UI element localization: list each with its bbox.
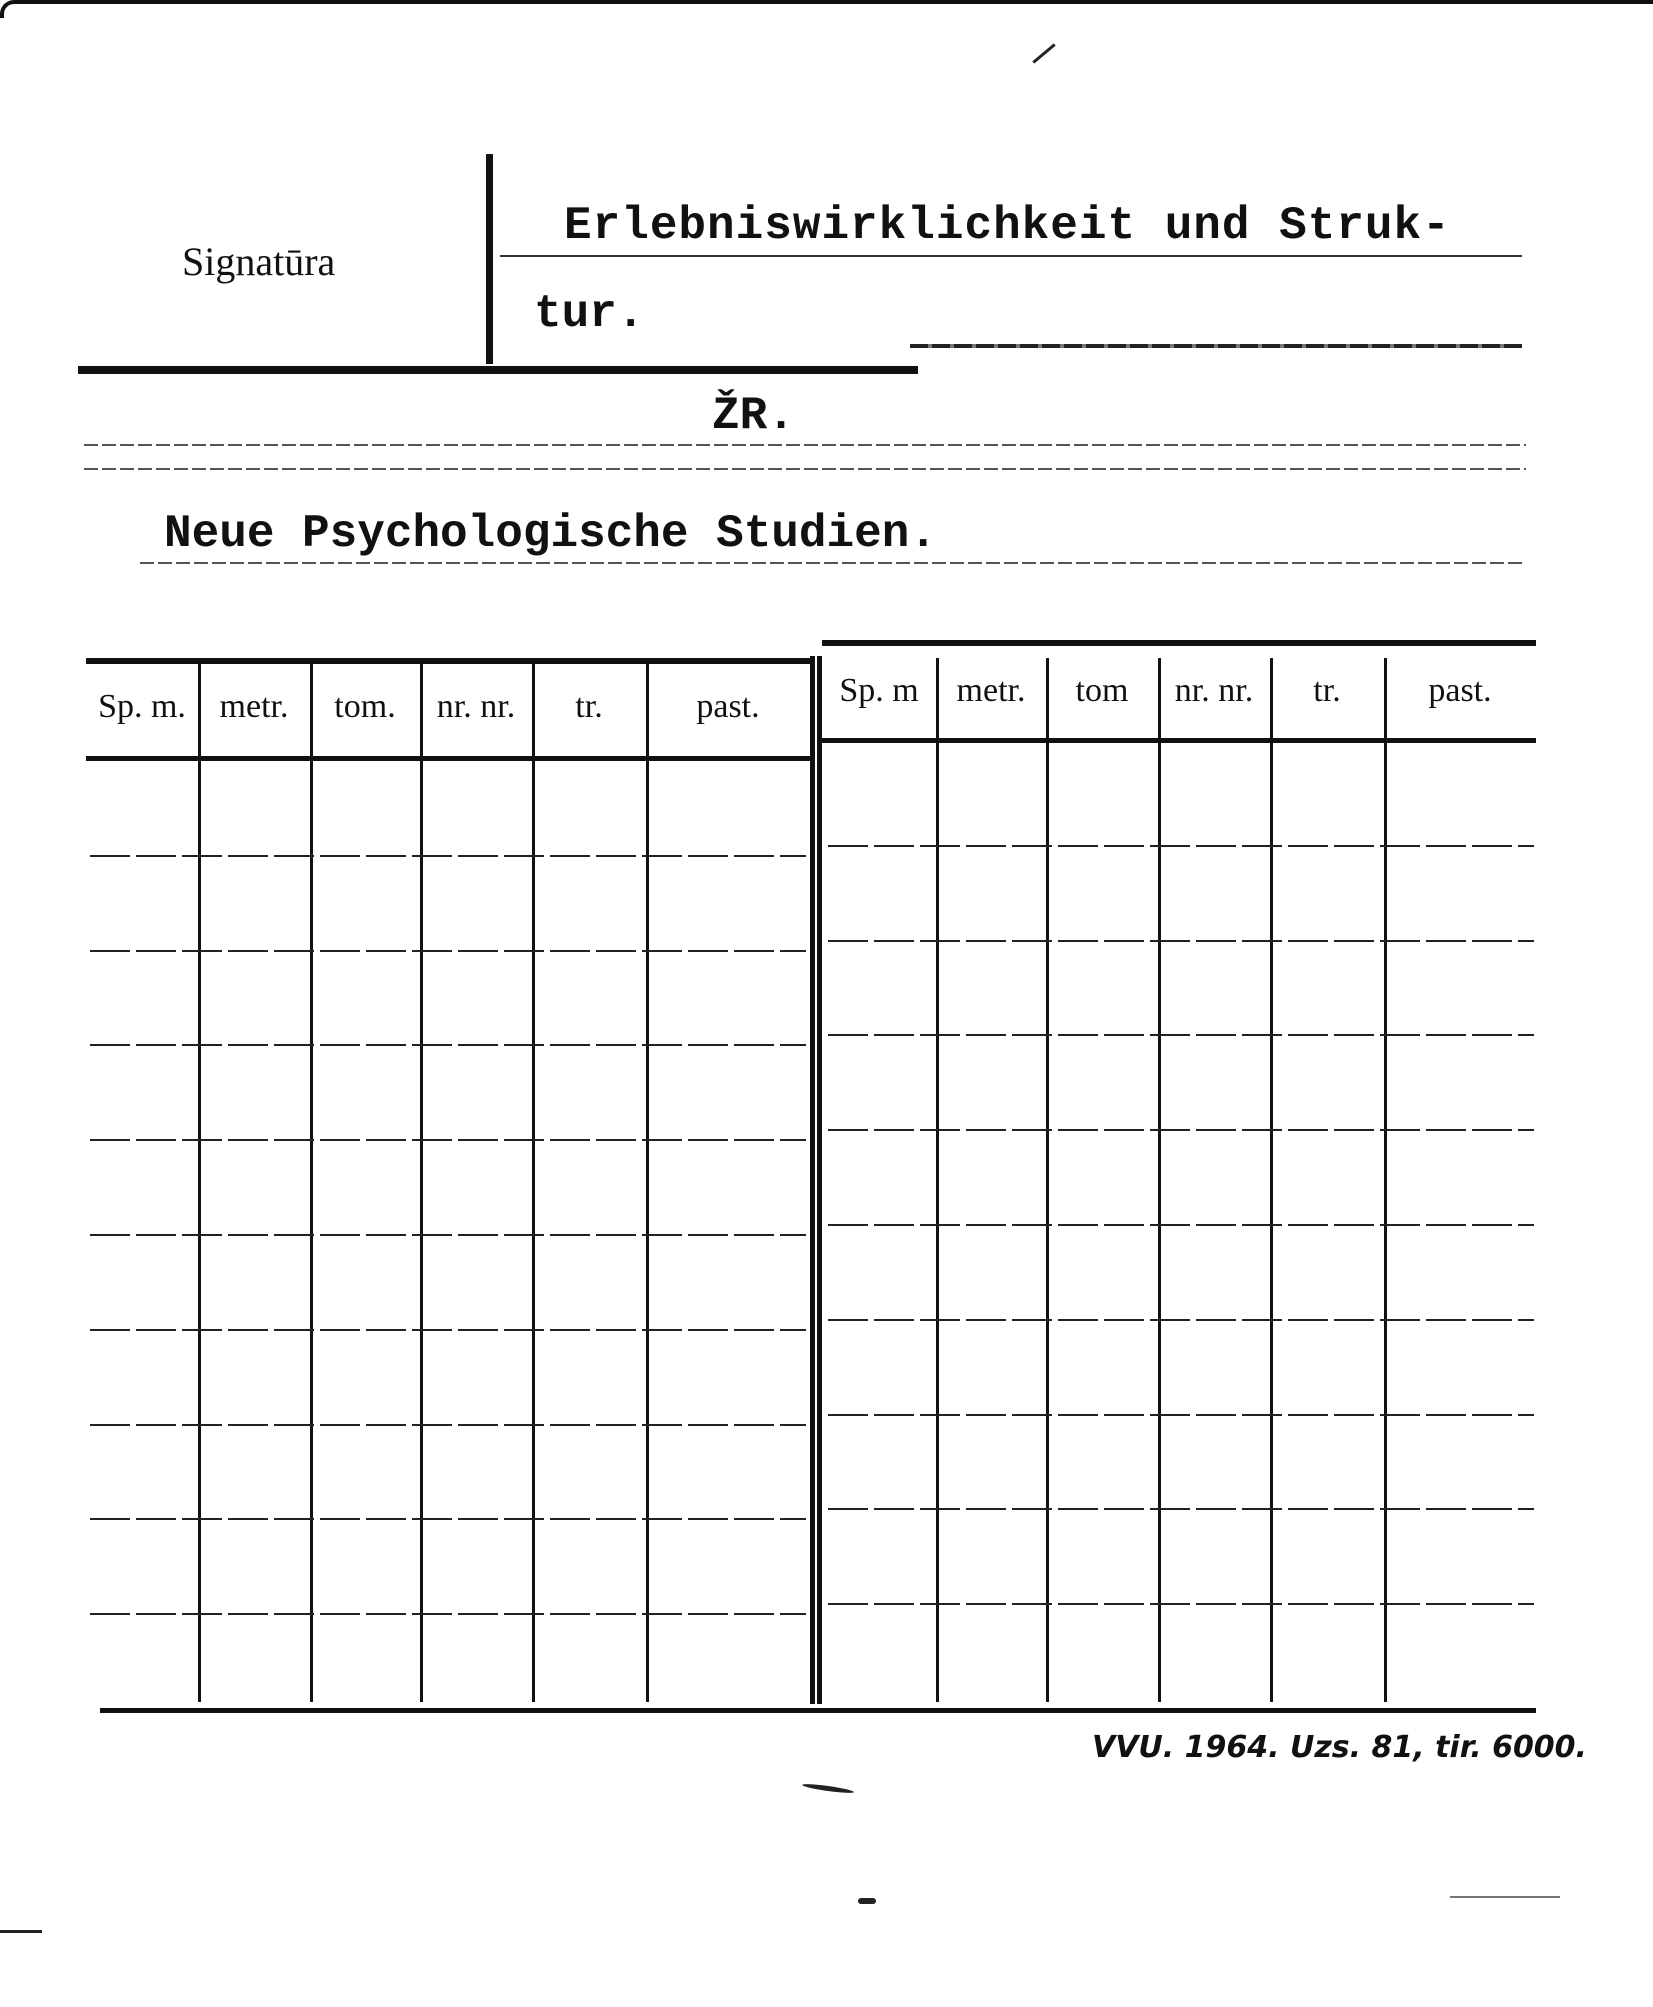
column-header-right-2: metr. xyxy=(956,672,1026,709)
row-rule-right xyxy=(828,1319,1534,1321)
code-rule xyxy=(84,444,1526,446)
row-rule-left xyxy=(90,950,806,952)
row-rule-left xyxy=(90,1424,806,1426)
row-rule-right xyxy=(828,845,1534,847)
column-header-right-1: Sp. m xyxy=(839,672,919,709)
signatura-divider xyxy=(486,154,493,364)
row-rule-right xyxy=(828,1034,1534,1036)
column-header-right-6: past. xyxy=(1428,672,1492,709)
row-rule-left xyxy=(90,1613,806,1615)
series-rule xyxy=(140,562,1526,564)
code-rule-lower xyxy=(84,468,1526,470)
speck-mark xyxy=(1450,1896,1560,1898)
column-rule-left-4 xyxy=(532,658,535,1702)
ledger-center-divider xyxy=(810,656,822,1704)
column-rule-left-5 xyxy=(646,658,649,1702)
title-rule-2 xyxy=(910,344,1522,348)
ledger-header-rule-left xyxy=(86,756,810,761)
print-note: VVU. 1964. Uzs. 81, tir. 6000. xyxy=(1092,1730,1587,1765)
row-rule-right xyxy=(828,1129,1534,1131)
column-rule-left-3 xyxy=(420,658,423,1702)
speck-mark xyxy=(0,1930,42,1933)
title-line-1: Erlebniswirklichkeit und Struk- xyxy=(564,200,1451,252)
column-header-right-4: nr. nr. xyxy=(1174,672,1254,709)
column-rule-right-3 xyxy=(1158,658,1161,1702)
ledger-top-rule-right xyxy=(822,640,1536,646)
card-top-edge xyxy=(0,0,1653,18)
column-rule-left-2 xyxy=(310,658,313,1702)
row-rule-right xyxy=(828,940,1534,942)
row-rule-right xyxy=(828,1603,1534,1605)
ledger-header-rule-right xyxy=(822,738,1536,743)
column-rule-right-5 xyxy=(1384,658,1387,1702)
column-header-left-6: past. xyxy=(696,688,760,725)
row-rule-left xyxy=(90,1044,806,1046)
row-rule-right xyxy=(828,1224,1534,1226)
speck-mark xyxy=(1032,43,1055,63)
ledger-top-rule-left xyxy=(86,658,810,664)
ledger-bottom-rule xyxy=(100,1708,1536,1713)
column-header-left-1: Sp. m. xyxy=(98,688,186,725)
row-rule-left xyxy=(90,1518,806,1520)
column-header-left-2: metr. xyxy=(219,688,289,725)
column-header-left-5: tr. xyxy=(575,688,603,725)
title-line-2: tur. xyxy=(534,288,645,340)
holdings-ledger xyxy=(86,640,1536,1720)
row-rule-left xyxy=(90,1329,806,1331)
column-rule-left-1 xyxy=(198,658,201,1702)
column-header-left-3: tom. xyxy=(334,688,396,725)
column-header-right-3: tom xyxy=(1075,672,1129,709)
title-rule-1 xyxy=(500,255,1522,257)
header-rule xyxy=(78,366,918,374)
column-rule-right-2 xyxy=(1046,658,1049,1702)
column-header-right-5: tr. xyxy=(1313,672,1341,709)
signatura-label: Signatūra xyxy=(182,239,336,284)
row-rule-left xyxy=(90,855,806,857)
column-rule-right-1 xyxy=(936,658,939,1702)
row-rule-left xyxy=(90,1234,806,1236)
speck-mark xyxy=(802,1782,854,1794)
column-header-left-4: nr. nr. xyxy=(436,688,516,725)
series-title: Neue Psychologische Studien. xyxy=(164,508,937,560)
row-rule-left xyxy=(90,1139,806,1141)
speck-mark xyxy=(858,1898,876,1904)
classification-code: ŽR. xyxy=(712,390,795,442)
column-rule-right-4 xyxy=(1270,658,1273,1702)
row-rule-right xyxy=(828,1508,1534,1510)
row-rule-right xyxy=(828,1414,1534,1416)
